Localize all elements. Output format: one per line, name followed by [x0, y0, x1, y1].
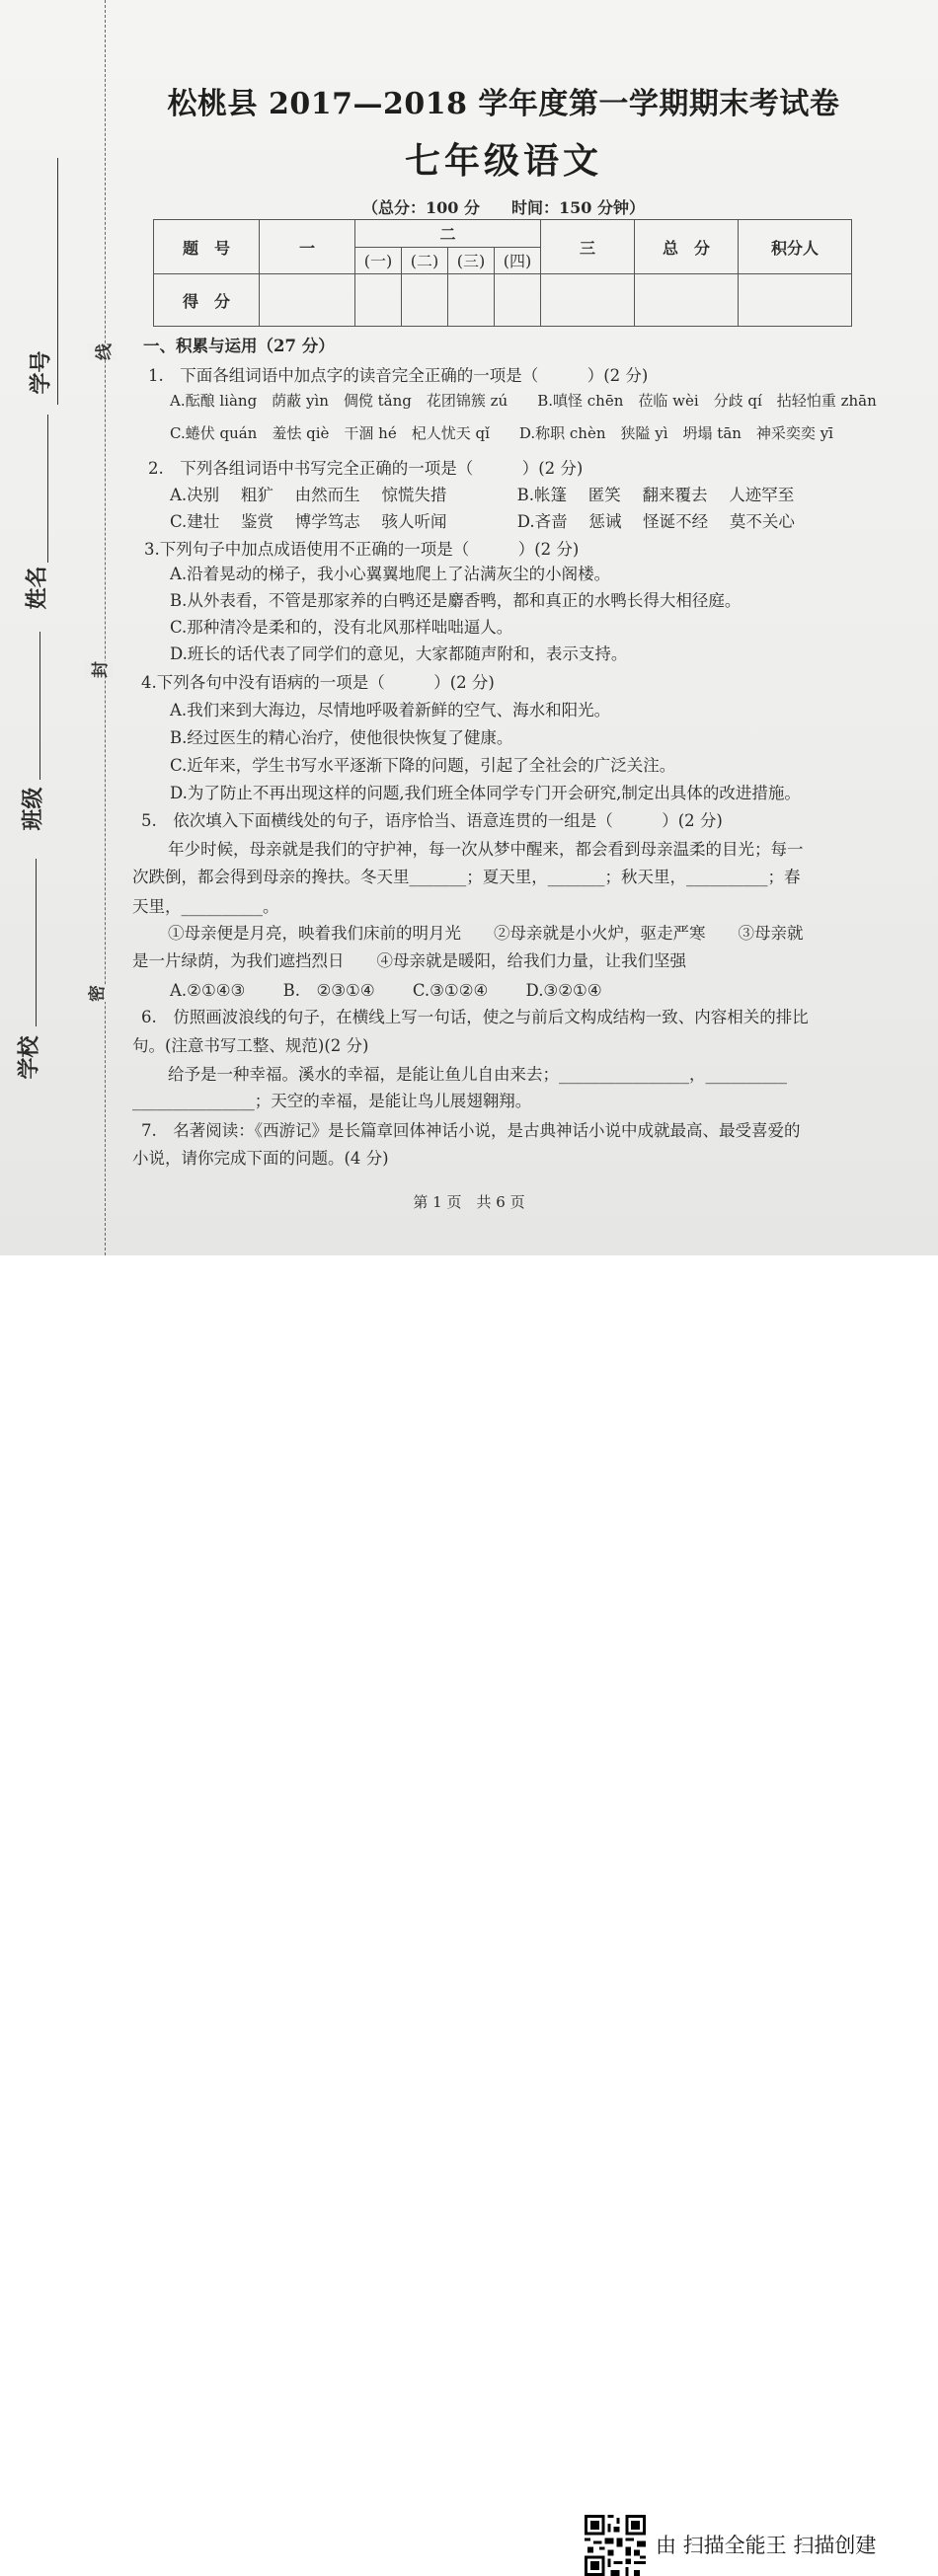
seal-char-mi: 密 — [81, 985, 110, 1002]
question-1: 1. 下面各组词语中加点字的读音完全正确的一项是（ ）(2 分) — [148, 366, 649, 385]
question-6-prompt-2: _______________；天空的幸福，是能让鸟儿展翅翱翔。 — [132, 1092, 532, 1110]
question-5-passage-1: 年少时候，母亲就是我们的守护神，每一次从梦中醒来，都会看到母亲温柔的目光；每一 — [168, 840, 804, 859]
header-sub-4: (四) — [495, 247, 541, 274]
question-4: 4.下列各句中没有语病的一项是（ ）(2 分) — [141, 673, 495, 692]
question-6-cont: 句。(注意书写工整、规范)(2 分) — [132, 1036, 369, 1055]
header-sub-1: (一) — [355, 247, 402, 274]
exam-paper — [0, 0, 938, 1255]
exam-title: 松桃县 2017—2018 学年度第一学期期末考试卷 — [167, 87, 840, 121]
class-label: 班级 — [20, 787, 46, 831]
question-3-option-c: C.那种清冷是柔和的，没有北风那样咄咄逼人。 — [170, 618, 513, 637]
row-score-label: 得 分 — [154, 274, 260, 327]
score-cell-3[interactable] — [541, 274, 635, 327]
seal-char-feng: 封 — [84, 661, 113, 678]
score-cell-scorer[interactable] — [739, 274, 852, 327]
header-total: 总 分 — [635, 220, 739, 274]
seal-dashed-line — [105, 0, 106, 1255]
student-id-line — [57, 158, 58, 405]
name-label: 姓名 — [24, 566, 50, 610]
class-line — [39, 632, 40, 780]
question-5-choices-2: 是一片绿荫，为我们遮挡烈日 ④母亲就是暖阳，给我们力量，让我们坚强 — [132, 951, 686, 970]
question-7-cont: 小说，请你完成下面的问题。(4 分) — [132, 1149, 389, 1168]
scanner-footer — [0, 1255, 938, 2557]
question-7: 7. 名著阅读：《西游记》是长篇章回体神话小说，是古典神话小说中成就最高、最受喜爱的 — [141, 1121, 801, 1140]
seal-char-xian: 线 — [88, 343, 117, 360]
question-6-prompt-1: 给予是一种幸福。溪水的幸福，是能让鱼儿自由来去；________________，__________ — [168, 1065, 787, 1084]
header-part-2: 二 — [355, 220, 541, 248]
question-4-option-a: A.我们来到大海边，尽情地呼吸着新鲜的空气、海水和阳光。 — [170, 701, 611, 720]
question-3-option-a: A.沿着晃动的梯子，我小心翼翼地爬上了沾满灰尘的小阁楼。 — [170, 565, 611, 583]
score-cell-2-4[interactable] — [495, 274, 541, 327]
header-scorer: 积分人 — [739, 220, 852, 274]
header-part-3: 三 — [541, 220, 635, 274]
question-3-option-b: B.从外表看，不管是那家养的白鸭还是麝香鸭，都和真正的水鸭长得大相径庭。 — [170, 591, 742, 610]
score-cell-2-2[interactable] — [402, 274, 448, 327]
score-cell-2-1[interactable] — [355, 274, 402, 327]
page-number: 第 1 页 共 6 页 — [413, 1193, 525, 1211]
question-4-option-d: D.为了防止不再出现这样的问题,我们班全体同学专门开会研究,制定出具体的改进措施。 — [170, 784, 801, 802]
question-5-options: A.②①④③ B. ②③①④ C.③①②④ D.③②①④ — [170, 981, 602, 1000]
question-5: 5. 依次填入下面横线处的句子，语序恰当、语意连贯的一组是（ ）(2 分) — [141, 811, 723, 830]
exam-meta: （总分：100 分 时间：150 分钟） — [362, 198, 645, 217]
scanner-credit: 由 扫描全能王 扫描创建 — [656, 2534, 877, 2557]
school-label: 学校 — [16, 1035, 42, 1080]
binding-margin — [0, 0, 114, 1255]
section-heading: 一、积累与运用（27 分） — [143, 337, 335, 355]
question-1-options-cd: C.蜷伏 quán 羞怯 qiè 干涸 hé 杞人忧天 qǐ D.称职 chèn 狭隘 yì 坍塌 tān 神采奕奕 yī — [170, 424, 833, 442]
score-cell-2-3[interactable] — [448, 274, 495, 327]
header-question-no: 题 号 — [154, 220, 260, 274]
score-cell-1[interactable] — [260, 274, 355, 327]
score-cell-total[interactable] — [635, 274, 739, 327]
header-sub-3: (三) — [448, 247, 495, 274]
student-id-label: 学号 — [28, 350, 54, 395]
question-3-option-d: D.班长的话代表了同学们的意见，大家都随声附和，表示支持。 — [170, 644, 628, 663]
header-part-1: 一 — [260, 220, 355, 274]
question-3: 3.下列句子中加点成语使用不正确的一项是（ ）(2 分) — [144, 540, 580, 559]
question-6: 6. 仿照画波浪线的句子，在横线上写一句话，使之与前后文构成结构一致、内容相关的排比 — [141, 1008, 809, 1026]
question-5-passage-3: 天里，__________。 — [132, 897, 279, 916]
score-table — [153, 219, 852, 327]
question-5-choices-1: ①母亲便是月亮，映着我们床前的明月光 ②母亲就是小火炉，驱走严寒 ③母亲就 — [168, 924, 804, 943]
question-2-options-cd: C.建壮 鉴赏 博学笃志 骇人听闻 D.吝啬 惩诫 怪诞不经 莫不关心 — [170, 512, 795, 531]
name-line — [47, 415, 48, 563]
question-4-option-c: C.近年来，学生书写水平逐渐下降的问题，引起了全社会的广泛关注。 — [170, 756, 676, 775]
header-sub-2: (二) — [402, 247, 448, 274]
question-4-option-b: B.经过医生的精心治疗，使他很快恢复了健康。 — [170, 728, 513, 747]
school-line — [36, 859, 37, 1026]
qr-code-icon — [585, 2515, 646, 2576]
exam-subject: 七年级语文 — [404, 140, 602, 182]
question-1-options-ab: A.酝酿 liàng 荫蔽 yìn 倜傥 tǎng 花团锦簇 zú B.嗔怪 chēn 莅临 wèi 分歧 qí 拈轻怕重 zhān — [170, 392, 877, 410]
question-5-passage-2: 次跌倒，都会得到母亲的搀扶。冬天里_______；夏天里，_______；秋天里，__________；春 — [132, 868, 801, 886]
question-2: 2. 下列各组词语中书写完全正确的一项是（ ）(2 分) — [148, 459, 584, 478]
question-2-options-ab: A.决别 粗犷 由然而生 惊慌失措 B.帐篷 匿笑 翻来覆去 人迹罕至 — [170, 486, 795, 504]
